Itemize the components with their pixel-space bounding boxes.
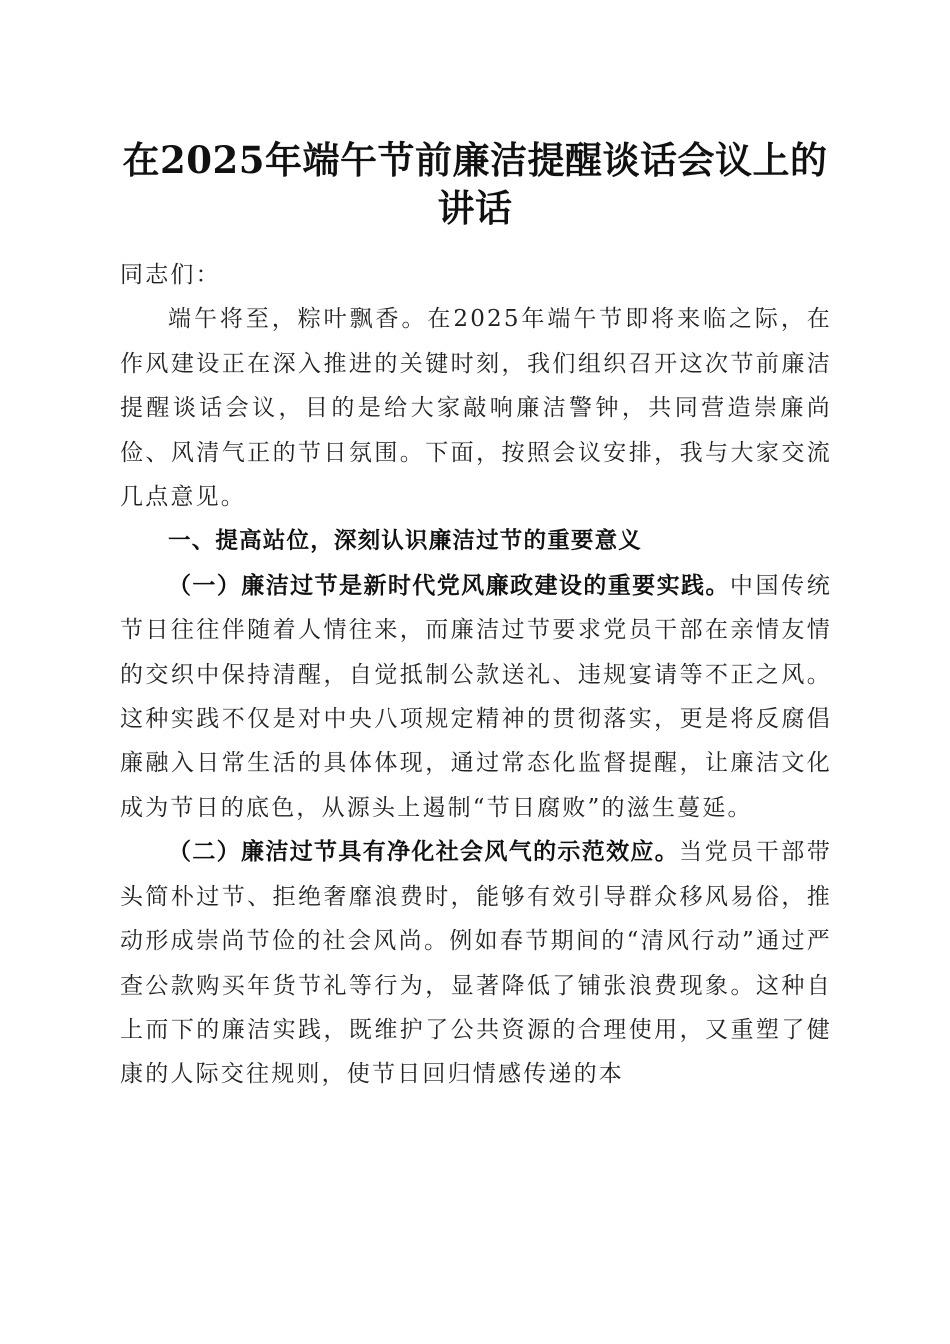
salutation: 同志们： bbox=[120, 262, 221, 288]
point-two-paragraph bbox=[120, 830, 832, 1096]
point-one-paragraph bbox=[120, 564, 832, 830]
document-title: 在2025年端午节前廉洁提醒谈话会议上的讲话 bbox=[122, 138, 828, 230]
point-two-text: 当党员干部带头简朴过节、拒绝奢靡浪费时，能够有效引导群众移风易俗，推动形成崇尚节俭的社会风尚。例如春节期间的“清风行动”通过严查公款购买年货节礼等行为，显著降低了铺张浪费现象。这种自上而下的廉洁实践，既维护了公共资源的合理使用，又重塑了健康的人际交往规则，使节日回归情感传递的本 bbox=[120, 839, 833, 1088]
point-one-lead: （一）廉洁过节是新时代党风廉政建设的重要实践。 bbox=[168, 572, 730, 599]
section-heading: 一、提高站位，深刻认识廉洁过节的重要意义 bbox=[168, 528, 643, 555]
point-two-lead: （二）廉洁过节具有净化社会风气的示范效应。 bbox=[168, 839, 680, 866]
point-one-text: 中国传统节日往往伴随着人情往来，而廉洁过节要求党员干部在亲情友情的交织中保持清醒，自觉抵制公款送礼、违规宴请等不正之风。这种实践不仅是对中央八项规定精神的贯彻落实，更是将反腐倡廉融入日常生活的具体体现，通过常态化监督提醒，让廉洁文化成为节日的底色，从源头上遏制“节日腐败”的滋生蔓延。 bbox=[120, 572, 832, 821]
intro-paragraph: 端午将至，粽叶飘香。在2025年端午节即将来临之际，在作风建设正在深入推进的关键时刻，我们组织召开这次节前廉洁提醒谈话会议，目的是给大家敲响廉洁警钟，共同营造崇廉尚俭、风清气正的节日氛围。下面，按照会议安排，我与大家交流几点意见。 bbox=[120, 306, 832, 511]
document-body bbox=[120, 253, 832, 1097]
